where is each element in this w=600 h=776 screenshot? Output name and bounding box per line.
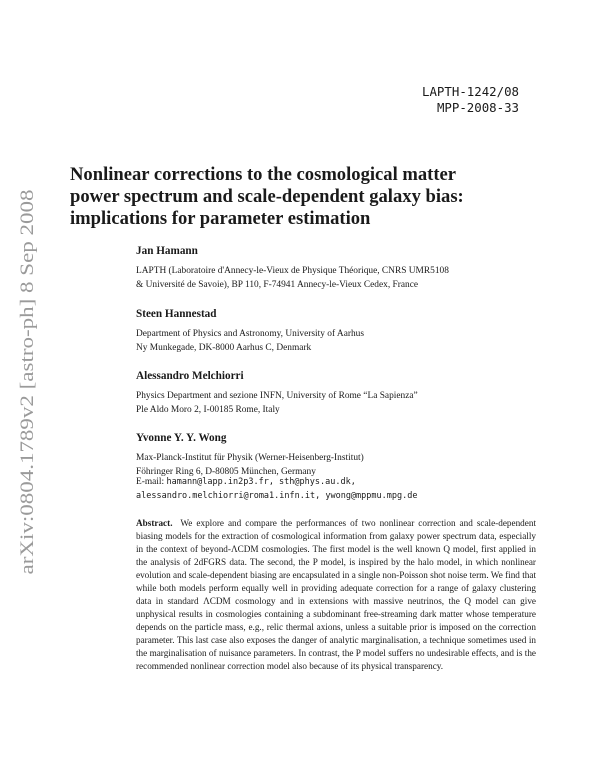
affiliation-line: & Université de Savoie), BP 110, F-74941 Annecy-le-Vieux Cedex, France (136, 280, 419, 290)
email-block (136, 475, 556, 503)
email-addresses[interactable]: hamann@lapp.in2p3.fr, sth@phys.au.dk, (166, 477, 356, 487)
affiliation-line: Ple Aldo Moro 2, I-00185 Rome, Italy (136, 405, 280, 415)
report-id: MPP-2008-33 (436, 100, 519, 115)
abstract-text: We explore and compare the performances of two nonlinear correction and scale-dependent biasing models for the extraction of cosmological information from galaxy power spectrum data, especially in the context of beyond-ΛCDM cosmologies. The first model is the well known Q model, first applied in the analysis of 2dFGRS data. The second, the P model, is inspired by the halo model, in which nonlinear evolution and scale-dependent biasing are encapsulated in a single non-Poisson shot noise term. We find that while both models perform equally well in providing adequate correction for a range of galaxy clustering data in standard ΛCDM cosmology and in extensions with massive neutrinos, the Q model can give unphysical results in cosmologies containing a subdominant free-streaming dark matter whose temperature depends on the particle mass, e.g., relic thermal axions, unless a suitable prior is imposed on the correction parameter. This last case also exposes the danger of analytic marginalisation, a technique sometimes used in the marginalisation of nuisance parameters. In contrast, the P model suffers no undesirable effects, and is the recommended nonlinear correction model also because of its physical transparency. (136, 518, 537, 671)
title-line: power spectrum and scale-dependent galaxy bias: (70, 186, 464, 207)
email-label: E-mail: (136, 477, 165, 487)
report-numbers (422, 84, 519, 116)
affiliation-line: Föhringer Ring 6, D-80805 München, Germany (136, 467, 316, 477)
author-name: Alessandro Melchiorri (136, 370, 244, 382)
affiliation-line: Ny Munkegade, DK-8000 Aarhus C, Denmark (136, 343, 312, 353)
arxiv-identifier: arXiv:0804.1789v2 [astro-ph] 8 Sep 2008 (17, 256, 38, 575)
author-name: Jan Hamann (136, 245, 198, 257)
title-line: implications for parameter estimation (70, 208, 371, 229)
abstract-label: Abstract. (136, 518, 173, 528)
author-name: Yvonne Y. Y. Wong (136, 432, 227, 444)
affiliation-line: Department of Physics and Astronomy, University of Aarhus (136, 329, 365, 339)
author-block (136, 431, 546, 479)
affiliation-line: LAPTH (Laboratoire d'Annecy-le-Vieux de Physique Théorique, CNRS UMR5108 (136, 266, 449, 276)
email-addresses[interactable]: alessandro.melchiorri@roma1.infn.it, ywong@mppmu.mpg.de (136, 491, 418, 501)
affiliation-line: Max-Planck-Institut für Physik (Werner-Heisenberg-Institut) (136, 453, 364, 463)
affiliation-line: Physics Department and sezione INFN, University of Rome “La Sapienza” (136, 391, 418, 401)
title-line: Nonlinear corrections to the cosmological matter (70, 164, 457, 185)
arxiv-side-stamp (8, 190, 46, 575)
author-block (136, 369, 546, 417)
paper-title (70, 164, 540, 230)
abstract (136, 517, 536, 673)
author-name: Steen Hannestad (136, 308, 217, 320)
author-block (136, 307, 546, 355)
report-id: LAPTH-1242/08 (422, 84, 519, 99)
author-block (136, 244, 546, 292)
